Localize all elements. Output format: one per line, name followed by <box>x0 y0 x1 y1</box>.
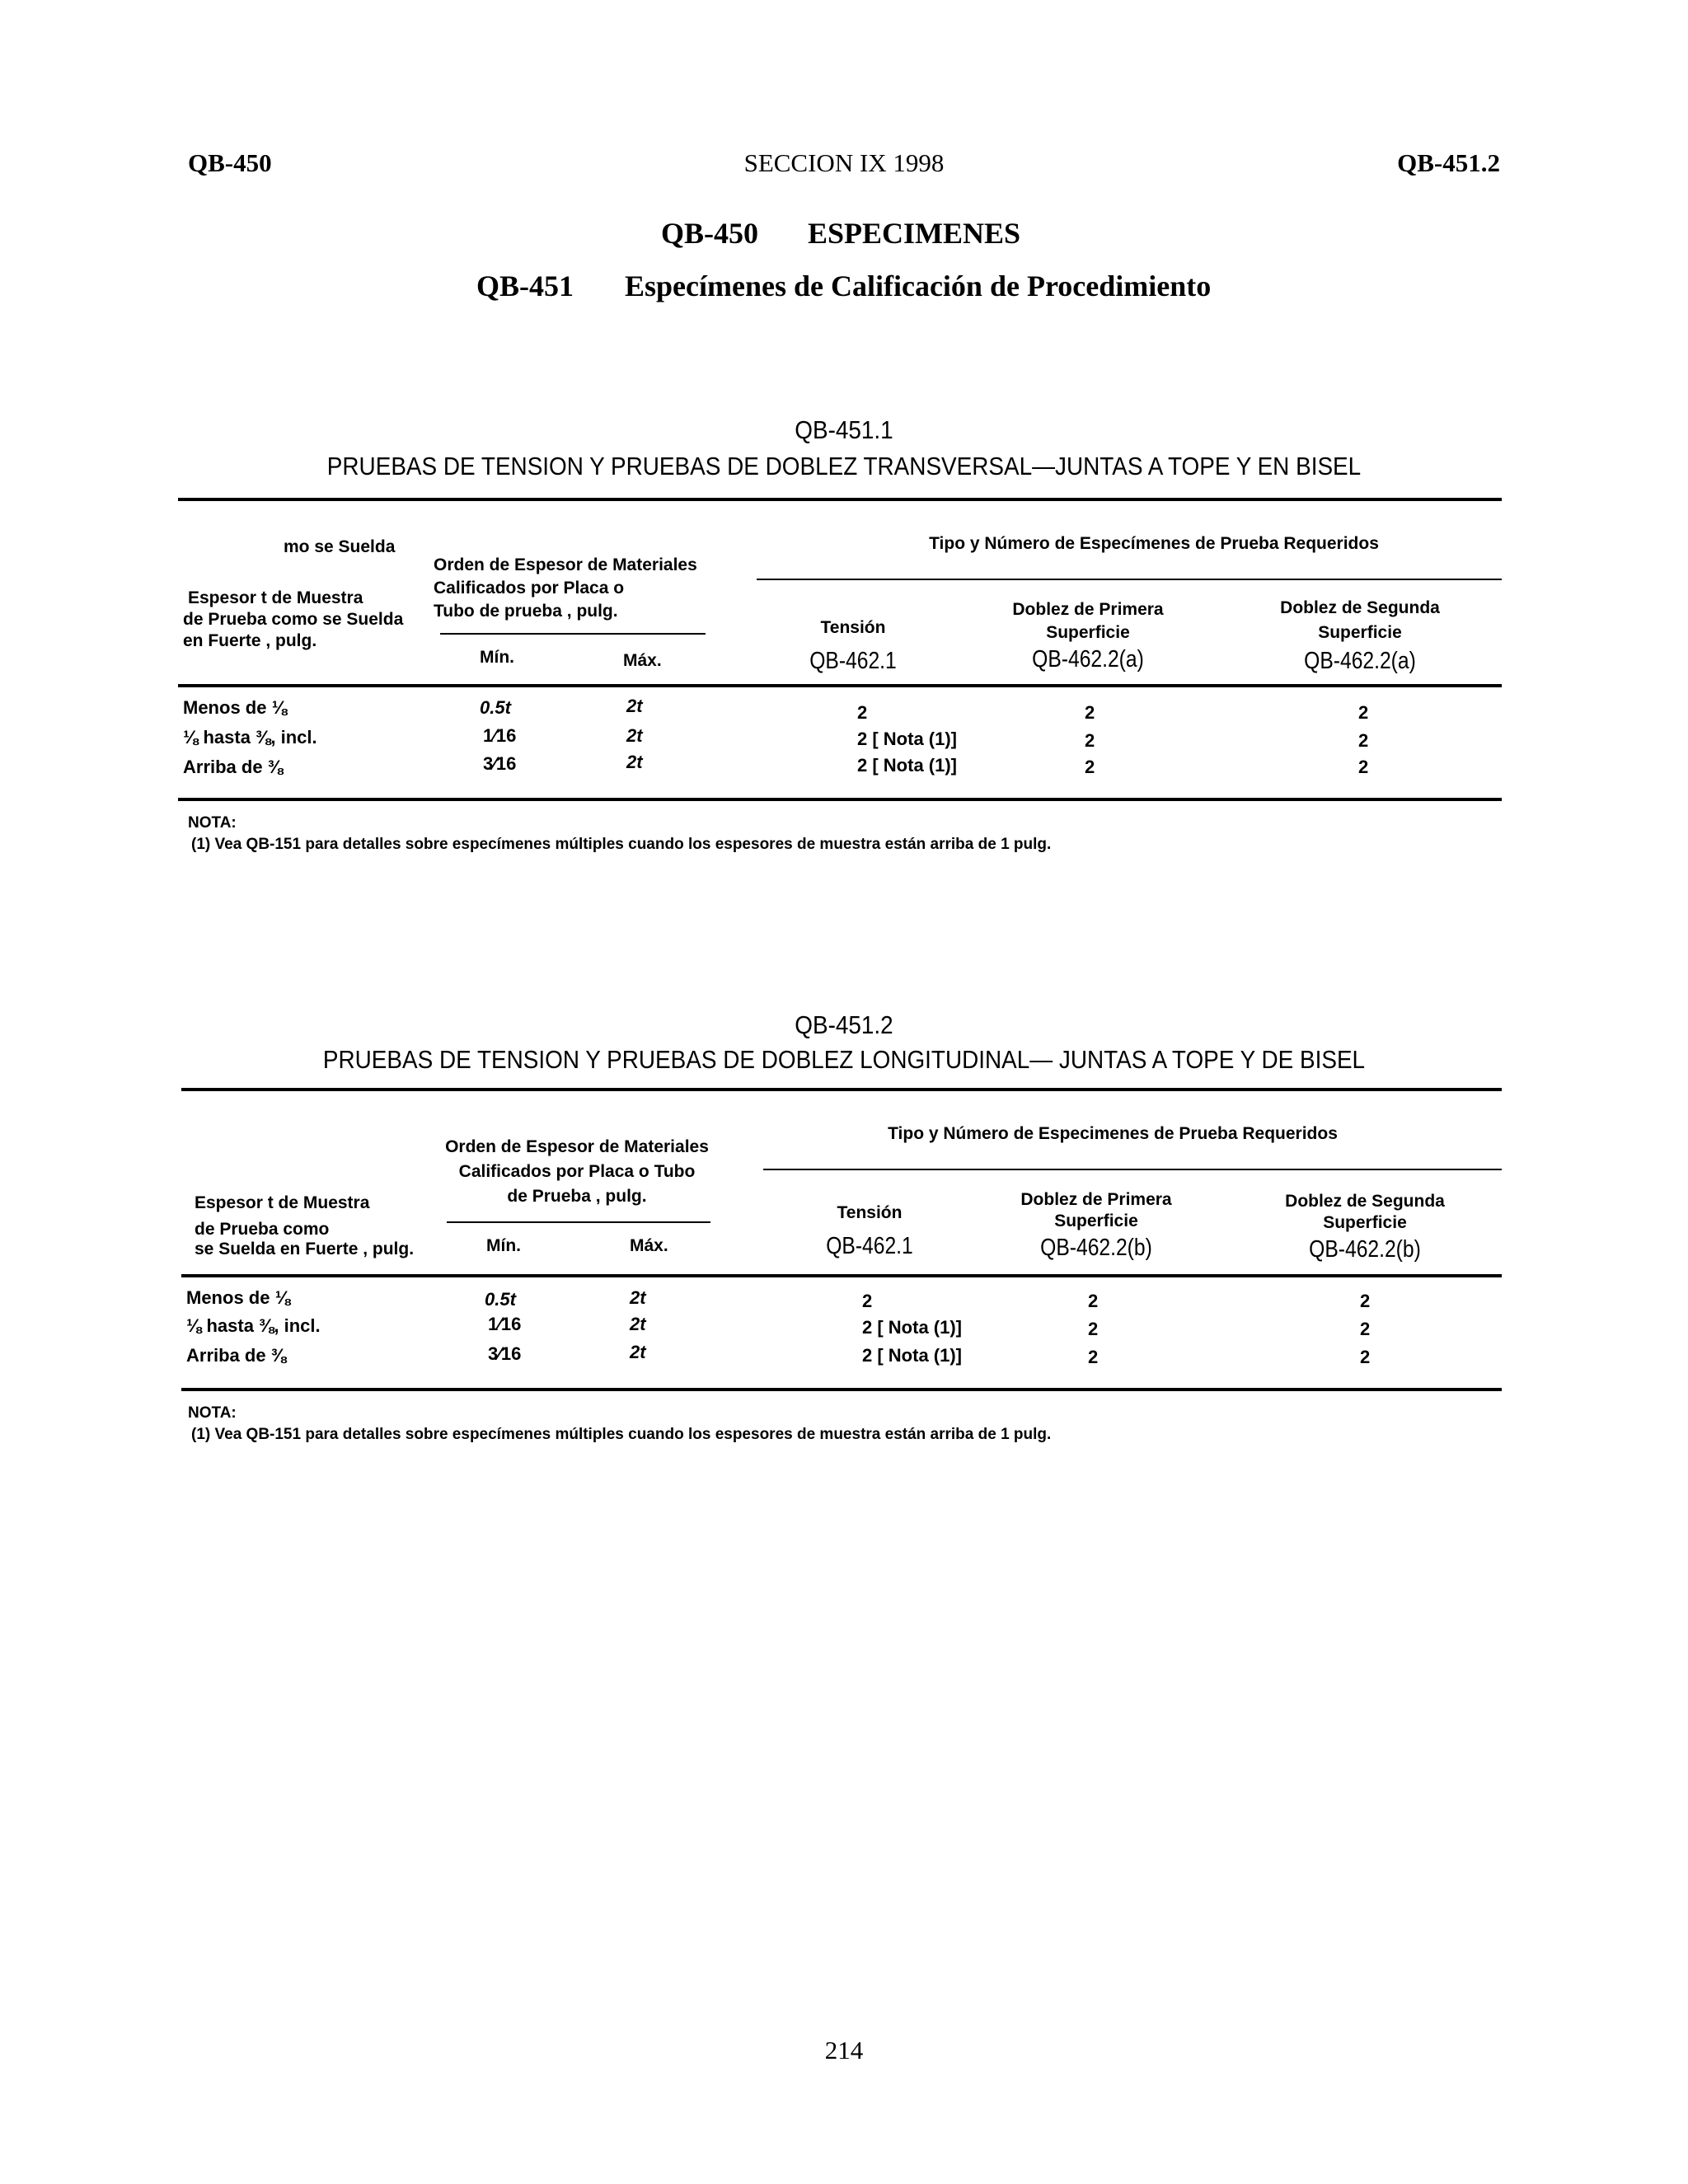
header-center: SECCION IX 1998 <box>743 148 945 177</box>
min-cell: 0.5t <box>485 1289 516 1310</box>
table-bottom-rule <box>181 1388 1502 1391</box>
range-header-line1: Orden de Espesor de Materiales <box>445 1137 709 1156</box>
max-cell: 2t <box>626 696 643 716</box>
tension-header: Tensión <box>837 1203 903 1222</box>
tension-cell: 2 [ Nota (1)] <box>857 729 957 749</box>
max-cell: 2t <box>626 752 643 772</box>
thickness-header-line2: de Prueba como <box>195 1220 330 1239</box>
thickness-header-line1: Espesor t de Muestra <box>195 1193 370 1212</box>
page-number: 214 <box>824 2036 864 2064</box>
tension-code: QB-462.1 <box>809 648 897 674</box>
second-bend-code: QB-462.2(b) <box>1309 1236 1421 1263</box>
note-label: NOTA: <box>188 1404 237 1422</box>
first-bend-cell: 2 <box>1085 757 1095 777</box>
second-bend-header-line1: Doblez de Segunda <box>1280 598 1440 617</box>
tension-cell: 2 [ Nota (1)] <box>862 1317 962 1338</box>
max-cell: 2t <box>630 1342 646 1362</box>
range-header-rule <box>447 1221 710 1223</box>
header-right: QB-451.2 <box>1397 148 1500 177</box>
first-bend-header-line1: Doblez de Primera <box>1012 600 1164 619</box>
tension-cell: 2 [ Nota (1)] <box>862 1345 962 1366</box>
min-header: Mín. <box>480 648 514 667</box>
max-cell: 2t <box>630 1314 646 1334</box>
min-cell: 1⁄16 <box>488 1314 522 1334</box>
thickness-cell: ⅛ hasta ⅜, incl. <box>186 1315 321 1336</box>
thickness-header-fragment: mo se Suelda <box>284 537 396 556</box>
second-bend-cell: 2 <box>1358 757 1369 777</box>
first-bend-header-line1: Doblez de Primera <box>1020 1190 1172 1209</box>
second-bend-cell: 2 <box>1360 1347 1371 1367</box>
first-bend-cell: 2 <box>1088 1291 1099 1311</box>
range-header-line1: Orden de Espesor de Materiales <box>434 555 697 574</box>
thickness-header-line2: de Prueba como se Suelda <box>183 610 404 629</box>
specimen-group-header: Tipo y Número de Especímenes de Prueba Requeridos <box>929 534 1379 553</box>
table-title: PRUEBAS DE TENSION Y PRUEBAS DE DOBLEZ LONGITUDINAL— JUNTAS A TOPE Y DE BISEL <box>322 1045 1366 1074</box>
min-cell: 3⁄16 <box>488 1343 522 1364</box>
second-bend-cell: 2 <box>1358 730 1369 751</box>
thickness-header-line3: se Suelda en Fuerte , pulg. <box>195 1240 415 1258</box>
table-top-rule <box>181 1088 1502 1091</box>
max-header: Máx. <box>630 1236 668 1255</box>
tension-header: Tensión <box>820 618 886 637</box>
second-bend-cell: 2 <box>1360 1319 1371 1339</box>
tension-cell: 2 [ Nota (1)] <box>857 755 957 776</box>
subsection-number: QB-451 <box>476 269 574 302</box>
thickness-cell: Menos de ⅛ <box>183 697 287 718</box>
table-top-rule <box>178 498 1502 501</box>
first-bend-cell: 2 <box>1088 1347 1099 1367</box>
table-number: QB-451.2 <box>795 1010 893 1039</box>
first-bend-cell: 2 <box>1085 730 1095 751</box>
first-bend-cell: 2 <box>1085 702 1095 723</box>
second-bend-cell: 2 <box>1358 702 1369 723</box>
max-cell: 2t <box>626 725 643 746</box>
range-header-rule <box>440 633 706 635</box>
tension-code: QB-462.1 <box>826 1233 913 1259</box>
first-bend-header-line2: Superficie <box>1054 1212 1138 1230</box>
first-bend-cell: 2 <box>1088 1319 1099 1339</box>
first-bend-code: QB-462.2(b) <box>1040 1235 1152 1261</box>
tension-cell: 2 <box>857 702 868 723</box>
group-header-rule <box>757 579 1502 580</box>
thickness-cell: Menos de ⅛ <box>186 1287 290 1308</box>
min-cell: 1⁄16 <box>483 725 517 746</box>
section-number: QB-450 <box>661 217 759 250</box>
first-bend-header-line2: Superficie <box>1046 623 1130 642</box>
group-header-rule <box>763 1169 1502 1170</box>
note-text: (1) Vea QB-151 para detalles sobre especímenes múltiples cuando los espesores de muestra están arriba de 1 pulg. <box>191 836 1052 853</box>
note-text: (1) Vea QB-151 para detalles sobre especímenes múltiples cuando los espesores de muestra están arriba de 1 pulg. <box>191 1426 1052 1443</box>
thickness-header-line3: en Fuerte , pulg. <box>183 631 317 650</box>
subsection-title: Especímenes de Calificación de Procedimiento <box>625 269 1212 302</box>
max-header: Máx. <box>623 651 662 670</box>
range-header-line3: Tubo de prueba , pulg. <box>434 602 618 621</box>
second-bend-cell: 2 <box>1360 1291 1371 1311</box>
table-number: QB-451.1 <box>795 415 893 444</box>
second-bend-header-line2: Superficie <box>1323 1213 1407 1232</box>
thickness-cell: Arriba de ⅜ <box>186 1345 287 1366</box>
max-cell: 2t <box>630 1287 646 1308</box>
header-left: QB-450 <box>188 148 272 177</box>
tension-cell: 2 <box>862 1291 873 1311</box>
note-label: NOTA: <box>188 814 237 832</box>
thickness-cell: ⅛ hasta ⅜, incl. <box>183 727 317 748</box>
min-cell: 0.5t <box>480 697 511 718</box>
thickness-cell: Arriba de ⅜ <box>183 757 284 777</box>
first-bend-code: QB-462.2(a) <box>1032 646 1144 673</box>
table-title: PRUEBAS DE TENSION Y PRUEBAS DE DOBLEZ TRANSVERSAL—JUNTAS A TOPE Y EN BISEL <box>326 452 1362 480</box>
range-header-line2: Calificados por Placa o Tubo <box>458 1162 696 1181</box>
min-cell: 3⁄16 <box>483 753 517 774</box>
min-header: Mín. <box>486 1236 521 1255</box>
thickness-header-line1: Espesor t de Muestra <box>188 588 363 607</box>
second-bend-header-line1: Doblez de Segunda <box>1285 1192 1445 1211</box>
header-bottom-rule <box>178 684 1502 687</box>
specimen-group-header: Tipo y Número de Especimenes de Prueba Requeridos <box>888 1124 1338 1143</box>
second-bend-header-line2: Superficie <box>1318 623 1402 642</box>
section-title: ESPECIMENES <box>808 217 1021 250</box>
range-header-line2: Calificados por Placa o <box>434 579 625 598</box>
header-bottom-rule <box>181 1274 1502 1277</box>
second-bend-code: QB-462.2(a) <box>1304 648 1416 674</box>
range-header-line3: de Prueba , pulg. <box>507 1187 647 1206</box>
table-bottom-rule <box>178 798 1502 801</box>
